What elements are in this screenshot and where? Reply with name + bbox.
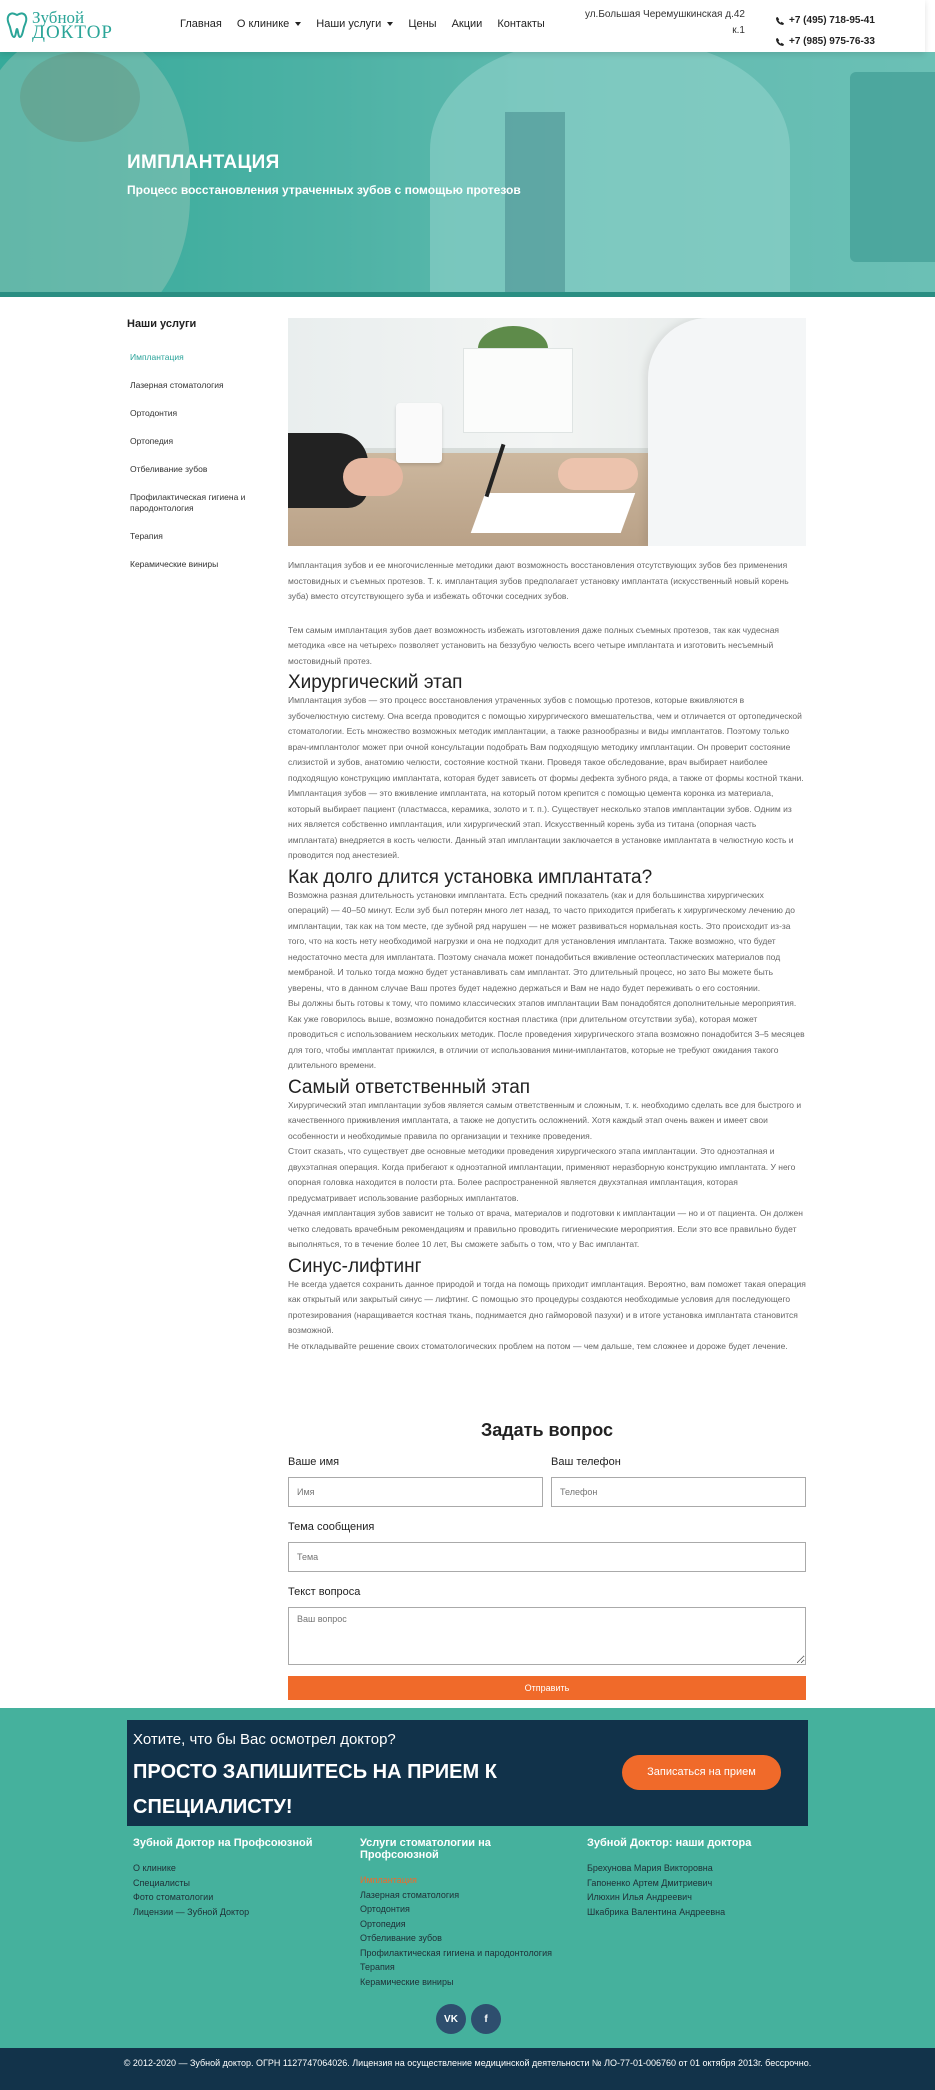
section-duration: [288, 868, 806, 1074]
phone-link-2[interactable]: +7 (985) 975-76-33: [776, 31, 875, 52]
page-title: ИМПЛАНТАЦИЯ: [127, 152, 280, 173]
sidebar-item-implantation[interactable]: Имплантация: [130, 352, 184, 362]
intro-paragraph: Имплантация зубов и ее многочисленные методики дают возможность восстановления отсутствующих зубов без применения мостовидных и съемных протезов. Т. к. имплантация зубов предполагает установку имплантата (искусственный новый корень зуба) вместо отсутствующего зуба и избежать обточки соседних зубов.: [288, 560, 789, 601]
intro-paragraph: Тем самым имплантация зубов дает возможность избежать изготовления даже полных съемных протезов, так как чудесная методика «все на четырех» позволяет установить на беззубую челюсть всего четыре имплантата и изготовить несъемный мостовидный протез.: [288, 624, 780, 666]
tooth-logo-icon: [6, 12, 28, 38]
logo-line-1: Зубной: [32, 8, 85, 27]
footer-link[interactable]: Профилактическая гигиена и пародонтология: [360, 1947, 552, 1958]
name-label: Ваше имя: [288, 1456, 340, 1468]
nav-about[interactable]: О клинике: [237, 18, 301, 30]
sidebar-item-laser[interactable]: Лазерная стоматология: [130, 380, 224, 390]
nav-prices[interactable]: Цены: [408, 18, 437, 30]
question-form: [288, 1420, 806, 1700]
footer-link[interactable]: Илюхин Илья Андреевич: [587, 1892, 692, 1902]
footer-link[interactable]: Ортодонтия: [360, 1904, 410, 1914]
paragraph: Вы должны быть готовы к тому, что помимо классических этапов имплантации Вам понадобятся дополнительные мероприятия. Как уже говорилось выше, возможно понадобится костная пластика (при длительном отсутствии зуба), которая может проводиться с использованием нескольких методик. После проведения хирургического этапа возможно понадобится 3–5 месяцев для того, чтобы имплантат прижился, в отличии от использования мини-имплантатов, которые не требуют ожидания такого длительного времени.: [288, 998, 805, 1070]
footer-link[interactable]: Имплантация: [360, 1875, 417, 1885]
nav-contacts[interactable]: Контакты: [497, 18, 545, 30]
question-label: Текст вопроса: [288, 1586, 361, 1598]
section-heading: Синус-лифтинг: [288, 1255, 422, 1277]
nav-services[interactable]: Наши услуги: [316, 18, 393, 30]
facebook-icon[interactable]: f: [471, 2004, 501, 2034]
footer-col-doctors: [587, 1837, 807, 1919]
paragraph: Не откладывайте решение своих стоматологических проблем на потом — чем дальше, тем сложнее и дороже будет лечение.: [288, 1340, 788, 1351]
social-links: [436, 2004, 501, 2034]
phones: [776, 10, 875, 52]
form-title: Задать вопрос: [480, 1420, 614, 1440]
paragraph: Возможна разная длительность установки имплантата. Есть средний показатель (как и для большинства хирургических операций) — 40–50 минут. Если зуб был потерян много лет назад, то часто приходится прибегать к хирургическому лечению до имплантации, так как на том месте, где зубной ряд нарушен — не может развиваться нормальная кость. Это происходит из-за того, что на кость нету необходимой нагрузки и она не подходит для установления имплантата. Также возможно, что будет недостаточно места для имплантата. Поэтому сначала может понадобиться вживление остеопластических материалов под мембраной. И только тогда можно будет устанавливать сам имплантат. Это длительный процесс, но зато Вы можете быть уверены, что в данном случае Ваш протез будет надежно держаться и Вам не надо будет переживать о его состоянии.: [288, 889, 795, 993]
submit-button[interactable]: Отправить: [288, 1676, 806, 1700]
footer-col-title: Зубной Доктор на Профсоюзной: [133, 1837, 313, 1849]
section-responsible: [288, 1078, 806, 1253]
section-sinus-lift: [288, 1257, 806, 1355]
section-surgical: [288, 673, 806, 864]
footer-link[interactable]: Отбеливание зубов: [360, 1933, 442, 1943]
phone-icon: [776, 38, 784, 46]
paragraph: Имплантация зубов — это вживление имплантата, на который потом крепится с помощью цемента коронка из материала, который выбирает пациент (пластмасса, керамика, золото и т. п.). Существует несколько этапов имплантации зубов. Одним из них является собственно имплантация, или хирургический этап. Искусственный корень зуба из титана (опорная часть имплантата) внедряется в кость челюсти. Данный этап имплантации заключается в установке имплантата в челюстную кость и проводится под анестезией.: [288, 788, 794, 860]
phone-input[interactable]: [551, 1477, 806, 1507]
footer-col-services: [360, 1837, 560, 1989]
footer-link[interactable]: О клинике: [133, 1863, 176, 1873]
nav-promotions[interactable]: Акции: [451, 18, 483, 30]
footer-link[interactable]: Ортопедия: [360, 1918, 406, 1929]
footer-link[interactable]: Специалисты: [133, 1877, 190, 1888]
sidebar-item-veneers[interactable]: Керамические виниры: [130, 559, 219, 569]
intro: [288, 558, 806, 669]
logo[interactable]: [6, 8, 113, 43]
caret-down-icon: [387, 22, 393, 26]
footer-link[interactable]: Фото стоматологии: [133, 1892, 214, 1902]
footer-col-title: Услуги стоматологии на Профсоюзной: [360, 1837, 491, 1861]
footer: [0, 1708, 935, 2048]
paragraph: Хирургический этап имплантации зубов является самым ответственным и сложным, т. к. необходимо сделать все для быстрого и качественного приживления имплантата, а также не допустить осложнений. Хотя каждый этап очень важен и имеет свои особенности и необходимые правила по организации и технике проведения.: [288, 1099, 802, 1141]
logo-line-2: ДОКТОР: [32, 22, 113, 43]
name-input[interactable]: [288, 1477, 543, 1507]
sidebar-title: Наши услуги: [127, 318, 197, 330]
footer-col-clinic: [133, 1837, 353, 1919]
footer-link[interactable]: Гапоненко Артем Дмитриевич: [587, 1877, 713, 1888]
site-header: [0, 0, 925, 52]
main-content: [288, 318, 806, 1354]
footer-col-title: Зубной Доктор: наши доктора: [587, 1837, 752, 1849]
phone-icon: [776, 17, 784, 25]
copyright-bar: [0, 2048, 935, 2090]
paragraph: Удачная имплантация зубов зависит не только от врача, материалов и подготовки к имплантации — но и от пациента. Он должен четко следовать врачебным рекомендациям и правильно проводить гигиенические мероприятия. Если это все правильно будет выполняться, то в течение более 10 лет, Вы сможете забыть о том, что у Вас имплантат.: [288, 1208, 803, 1249]
sidebar-item-therapy[interactable]: Терапия: [130, 531, 163, 541]
sidebar-item-orthodontics[interactable]: Ортодонтия: [130, 408, 178, 418]
sidebar-item-hygiene[interactable]: Профилактическая гигиена и пародонтология: [130, 492, 246, 513]
appointment-banner: [127, 1720, 808, 1826]
main-nav: [180, 18, 545, 30]
sidebar-item-orthopedics[interactable]: Ортопедия: [130, 436, 174, 446]
footer-link[interactable]: Терапия: [360, 1962, 395, 1972]
footer-link[interactable]: Керамические виниры: [360, 1976, 454, 1987]
caret-down-icon: [295, 22, 301, 26]
section-heading: Как долго длится установка имплантата?: [288, 866, 653, 888]
vk-icon[interactable]: VK: [436, 2004, 466, 2034]
book-appointment-button[interactable]: Записаться на прием: [622, 1755, 781, 1790]
footer-link[interactable]: Лицензии — Зубной Доктор: [133, 1906, 250, 1917]
page-subtitle: Процесс восстановления утраченных зубов с помощью протезов: [127, 183, 521, 197]
footer-link[interactable]: Лазерная стоматология: [360, 1889, 460, 1900]
nav-home[interactable]: Главная: [180, 18, 222, 30]
consultation-photo: [288, 318, 806, 546]
copyright-text: © 2012-2020 — Зубной доктор. ОГРН 1127747064026. Лицензия на осуществление медицинской деятельности № ЛО-77-01-006760 от 01 октября 2013г. бессрочно.: [123, 2058, 812, 2068]
hero-banner: [0, 52, 935, 297]
address: ул.Большая Черемушкинская д.42 к.1: [584, 9, 745, 36]
footer-link[interactable]: Шкабрика Валентина Андреевна: [587, 1906, 726, 1917]
subject-input[interactable]: [288, 1542, 806, 1572]
paragraph: Имплантация зубов — это процесс восстановления утраченных зубов с помощью протезов, которые вживляются в зубочелюстную систему. Она всегда проводится с помощью хирургического вмешательства, чем и отличается от ортопедической стоматологии. Есть множество возможных методик имплантации, а также разнообразны и виды имплантатов. Поэтому только врач-имплантолог может при очной консультации подобрать Вам подходящую методику имплантации. Он проверит состояние слизистой и зубов, анатомию челюсти, состояние костной ткани. Проведя такое обследование, врач выбирает наиболее подходящую конструкцию имплантата, которая будет зависеть от формы дефекта зубного ряда, а также от формы костной ткани.: [288, 695, 804, 783]
section-heading: Хирургический этап: [288, 672, 463, 693]
cta-headline: ПРОСТО ЗАПИШИТЕСЬ НА ПРИЕМ К СПЕЦИАЛИСТУ!: [133, 1761, 497, 1818]
cta-question: Хотите, что бы Вас осмотрел доктор?: [133, 1731, 396, 1748]
paragraph: Не всегда удается сохранить данное природой и тогда на помощь приходит имплантация. Вероятно, вам поможет такая операция как открытый или закрытый синус — лифтинг. С помощью это процедуры создаются необходимые условия для последующего протезирования (наращивается костная ткань, поднимается дно гайморовой пазухи) и в итоге установка имплантата становится возможной.: [288, 1278, 806, 1335]
paragraph: Стоит сказать, что существует две основные методики проведения хирургического этапа имплантации. Это одноэтапная и двухэтапная операция. Когда прибегают к одноэтапной имплантации, применяют неразборную конструкцию имплантата. У него опорная головка находится в полости рта. Более распространенной является двухэтапная имплантация, которая предусматривает использование разборных имплантатов.: [288, 1146, 796, 1203]
section-heading: Самый ответственный этап: [288, 1076, 531, 1098]
subject-label: Тема сообщения: [288, 1521, 375, 1533]
sidebar-item-whitening[interactable]: Отбеливание зубов: [130, 464, 208, 474]
phone-label: Ваш телефон: [551, 1456, 621, 1468]
phone-link-1[interactable]: +7 (495) 718-95-41: [776, 10, 875, 31]
services-sidebar: [127, 318, 277, 587]
question-textarea[interactable]: [288, 1607, 806, 1665]
footer-link[interactable]: Брехунова Мария Викторовна: [587, 1863, 713, 1873]
